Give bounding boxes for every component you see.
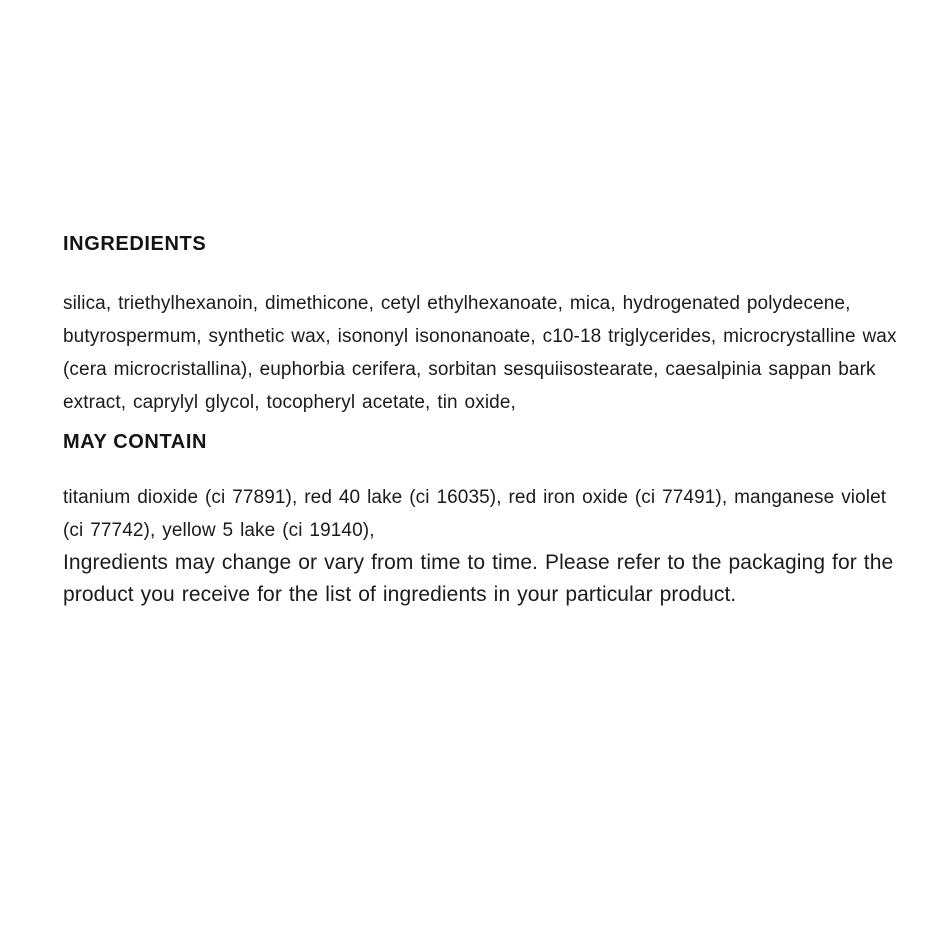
ingredients-content-block <box>63 233 897 611</box>
disclaimer-line: Ingredients may change or vary from time to time. Please refer to the packaging for the <box>63 551 894 574</box>
may-contain-heading: MAY CONTAIN <box>63 431 208 453</box>
ingredients-line: (cera microcristallina), euphorbia cerifera, sorbitan sesquiisostearate, caesalpinia sappan bark <box>63 359 876 380</box>
ingredients-disclaimer <box>63 547 893 611</box>
ingredients-heading: INGREDIENTS <box>63 233 207 255</box>
may-contain-line: (ci 77742), yellow 5 lake (ci 19140), <box>63 520 375 541</box>
ingredients-list-paragraph <box>63 287 897 419</box>
ingredients-line: silica, triethylhexanoin, dimethicone, cetyl ethylhexanoate, mica, hydrogenated polydecene, <box>63 293 851 314</box>
ingredients-line: extract, caprylyl glycol, tocopheryl acetate, tin oxide, <box>63 392 516 413</box>
disclaimer-line: product you receive for the list of ingredients in your particular product. <box>63 583 737 606</box>
ingredients-line: butyrospermum, synthetic wax, isononyl isononanoate, c10-18 triglycerides, microcrystalline wax <box>63 326 897 347</box>
may-contain-line: titanium dioxide (ci 77891), red 40 lake (ci 16035), red iron oxide (ci 77491), manganese violet <box>63 487 887 508</box>
may-contain-paragraph <box>63 481 893 547</box>
